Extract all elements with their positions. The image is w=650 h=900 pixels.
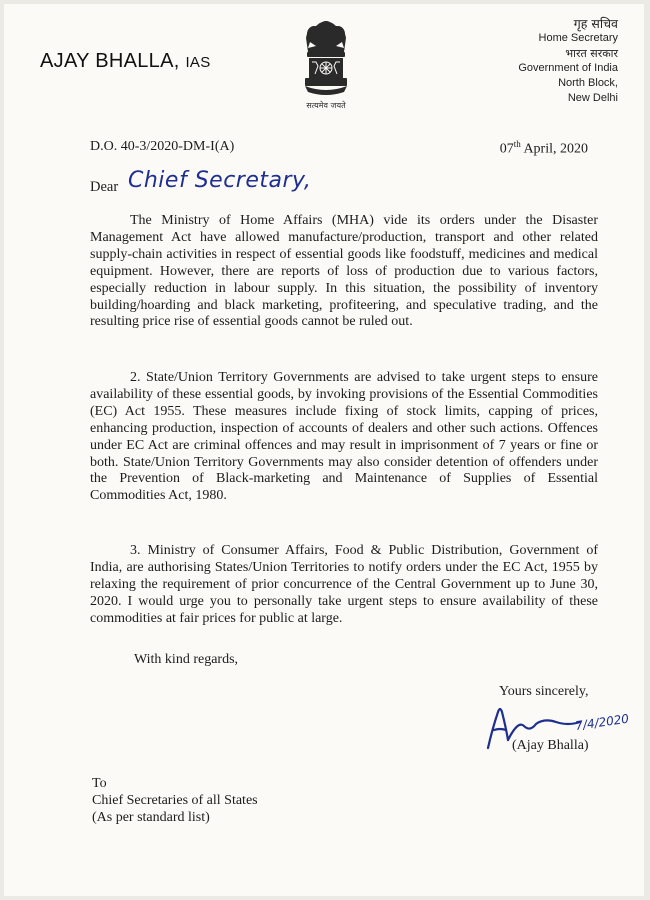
office-govt-hindi: भारत सरकार: [565, 47, 618, 60]
office-address-line1: North Block,: [558, 77, 618, 89]
office-title: Home Secretary: [538, 32, 618, 44]
office-govt: Government of India: [518, 62, 618, 74]
sign-off: Yours sincerely,: [499, 684, 589, 699]
paragraph-2: 2. State/Union Territory Governments are advised to take urgent steps to ensure availability of these essential goods, by invoking provisions of the Essential Commodities (EC) Act 1955. These measures include fixing of stock limits, capping of prices, enhancing production, inspection of accounts of dealers and other such actions. Offences under EC Act are criminal offences and may result in imprisonment of 7 years or fine or both. State/Union Territory Governments may also consider detention of offenders under the Prevention of Black-marketing and Maintenance of Supplies of Essential Commodities Act, 1980.: [90, 370, 598, 504]
reference-number: D.O. 40-3/2020-DM-I(A): [90, 139, 235, 154]
to-label: To: [92, 776, 107, 791]
recipient-line-1: Chief Secretaries of all States: [92, 793, 258, 808]
national-emblem-icon: [294, 18, 358, 114]
paragraph-3: 3. Ministry of Consumer Affairs, Food & Public Distribution, Government of India, are authorising States/Union Territories to notify orders under the EC Act, 1955 by relaxing the requirement of prior concurrence of the Central Government up to June 30, 2020. I would urge you to personally take urgent steps to ensure availability of these commodities at fair prices for public at large.: [90, 543, 598, 626]
sender-name: [40, 50, 211, 73]
signatory-name: (Ajay Bhalla): [512, 738, 589, 753]
sender-name-text: AJAY BHALLA,: [40, 50, 180, 72]
emblem-motto: सत्यमेव जयते: [306, 101, 346, 110]
date-suffix: th: [513, 139, 521, 149]
sender-suffix: IAS: [185, 54, 211, 71]
closing-regards: With kind regards,: [134, 652, 239, 667]
recipient-line-2: (As per standard list): [92, 810, 210, 825]
recipient-block: [92, 775, 258, 826]
handwritten-addressee: Chief Secretary,: [128, 168, 312, 193]
date-rest: April, 2020: [520, 141, 588, 157]
paragraph-1: The Ministry of Home Affairs (MHA) vide its orders under the Disaster Management Act have allowed manufacture/production, transport and other related supply-chain activities in respect of essential goods like foodstuff, medicines and medical equipment. However, there are reports of loss of production due to various factors, especially reduction in labour supply. In this situation, the possibility of inventory building/hoarding and black marketing, profiteering, and speculative trading, and the resulting price rise of essential goods cannot be ruled out.: [90, 213, 598, 330]
letter-page: [4, 4, 644, 896]
date-day: 07: [499, 141, 514, 157]
salutation: Dear: [90, 179, 119, 195]
office-address-block: [448, 16, 618, 106]
office-address-line2: New Delhi: [567, 92, 618, 104]
signature-date: 7/4/2020: [574, 711, 630, 733]
office-title-hindi: गृह सचिव: [573, 16, 618, 31]
letter-date: [500, 139, 588, 158]
